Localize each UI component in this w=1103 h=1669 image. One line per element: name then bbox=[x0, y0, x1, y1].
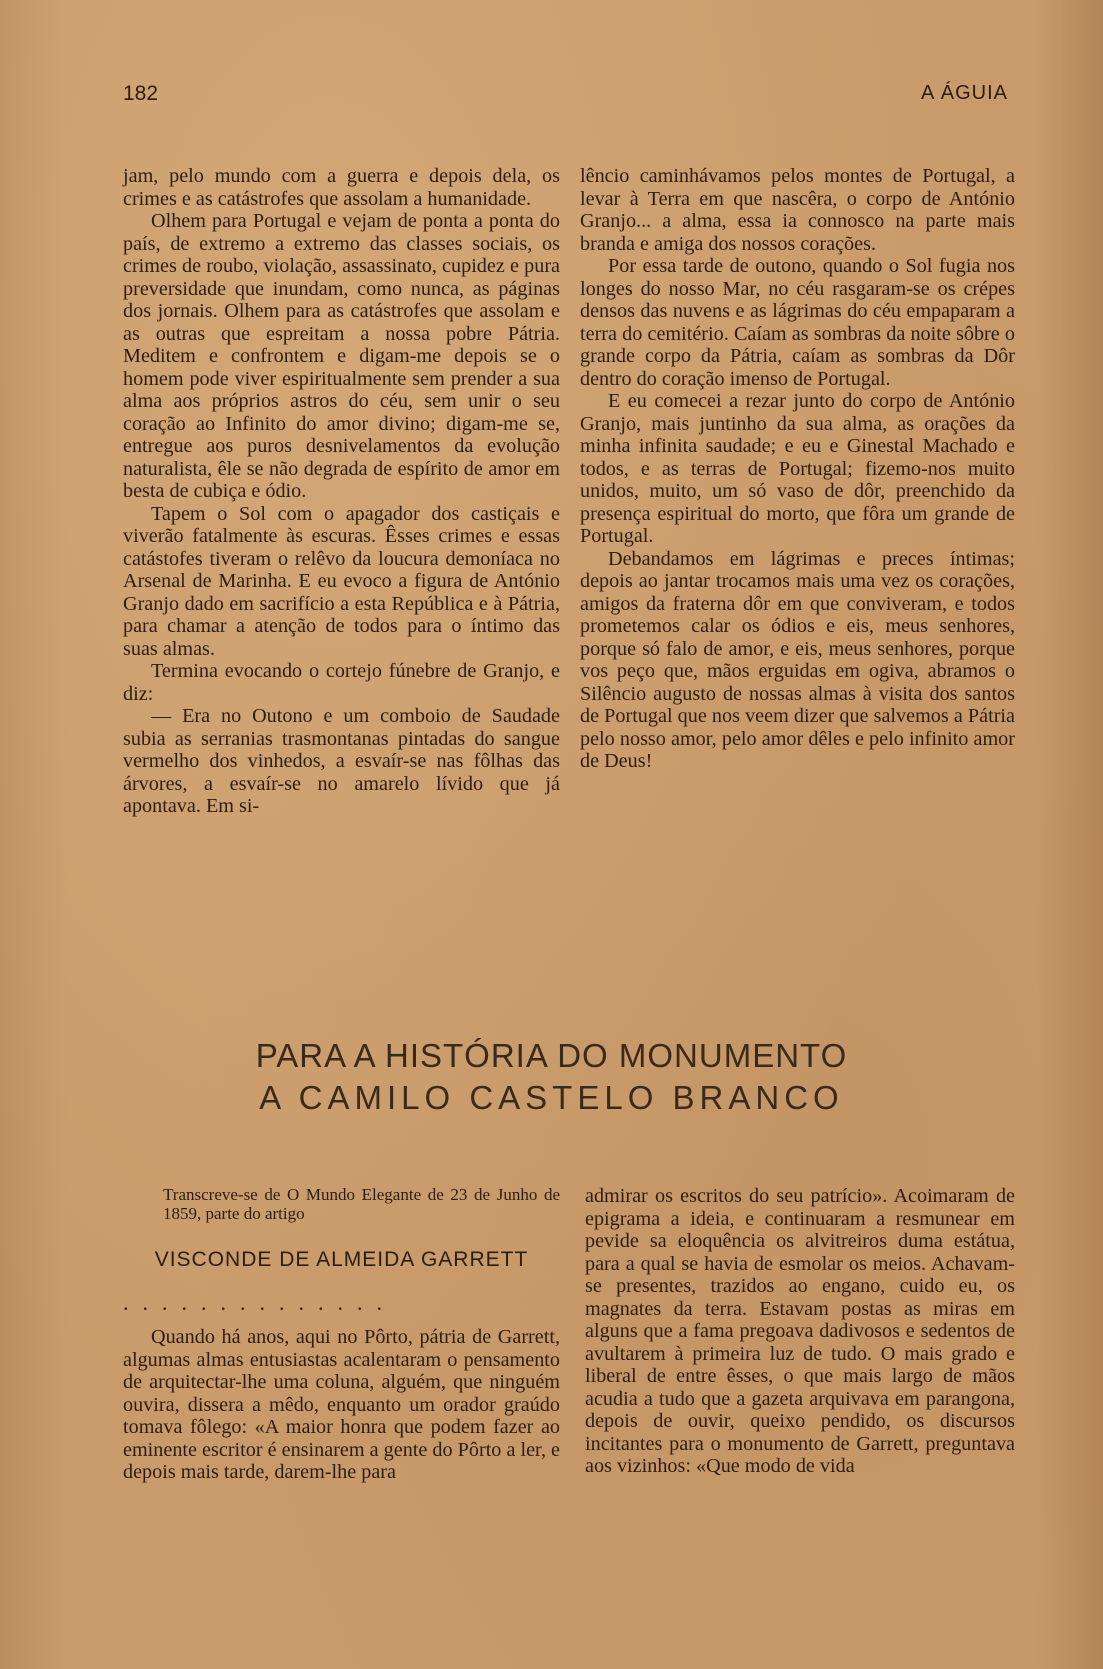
paragraph: E eu comecei a rezar junto do corpo de António Granjo, mais juntinho da sua alma, as orações da minha infinita saudade; e eu e Ginestal Machado e todos, e as terras de Portugal; fizemo-nos muito unidos, muito, um só vaso de dôr, preenchido da presença espiritual do morto, que fôra um grande de Portugal. bbox=[580, 390, 1015, 547]
page-number: 182 bbox=[123, 82, 159, 105]
section-title bbox=[0, 1035, 1103, 1119]
article2-column-right bbox=[585, 1185, 1015, 1478]
paragraph: Por essa tarde de outono, quando o Sol fugia nos longes do nosso Mar, no céu rasgaram-se os crépes densos das nuvens e as lágrimas do céu empaparam a terra do cemitério. Caíam as sombras da noite sôbre o grande corpo da Pátria, caíam as sombras da Dôr dentro do coração imenso de Portugal. bbox=[580, 255, 1015, 390]
paragraph: Olhem para Portugal e vejam de ponta a ponta do país, de extremo a extremo das classes sociais, os crimes de roubo, violação, assassinato, cupidez e pura preversidade que inundam, como nunca, as páginas dos jornais. Olhem para as catástrofes que assolam e as outras que espreitam a nossa pobre Pátria. Meditem e confrontem e digam-me depois se o homem pode viver espiritualmente sem prender a sua alma aos próprios astros do céu, sem unir o seu coração ao Infinito do amor divino; digam-me se, entregue aos puros desnivelamentos da evolução naturalista, êle se não degrada de espírito de amor em besta de cubiça e ódio. bbox=[123, 210, 560, 502]
section-title-line-2: A CAMILO CASTELO BRANCO bbox=[259, 1079, 844, 1116]
article-intro: Transcreve-se de O Mundo Elegante de 23 de Junho de 1859, parte do artigo bbox=[163, 1185, 560, 1223]
running-title: A ÁGUIA bbox=[920, 82, 1008, 104]
paragraph: — Era no Outono e um comboio de Saudade subia as serranias trasmontanas pintadas do sangue vermelho dos vinhedos, a esvaír-se nas fôlhas das árvores, a esvaír-se no amarelo lívido que já apontava. Em si- bbox=[123, 705, 560, 817]
ellipsis-line: .............. bbox=[123, 1289, 396, 1315]
paragraph: lêncio caminhávamos pelos montes de Portugal, a levar à Terra em que nascêra, o corpo de António Granjo... a alma, essa ia connosco na parte mais branda e amiga dos nossos corações. bbox=[580, 165, 1015, 255]
paragraph: jam, pelo mundo com a guerra e depois dela, os crimes e as catástrofes que assolam a humanidade. bbox=[123, 165, 560, 210]
article2-column-left bbox=[123, 1185, 560, 1484]
section-title-line-1: PARA A HISTÓRIA DO MONUMENTO bbox=[255, 1037, 848, 1074]
paragraph: admirar os escritos do seu patrício». Acoimaram de epigrama a ideia, e continuaram a resmunear em pevide sa eloquência os alvitreiros duma estátua, para a qual se havia de esmolar os meios. Achavam-se presentes, trazidos ao engano, cuido eu, os magnates da terra. Estavam postas as miras em alguns que a fama pregoava dadivosos e sedentos de avultarem à primeira luz de tudo. O mais grado e liberal de entre êsses, o que mais largo de mãos acudia a tudo que a gazeta arquivava em parangona, depois de ouvir, queixo pendido, os discursos incitantes para o monumento de Garrett, preguntava aos vizinhos: «Que modo de vida bbox=[585, 1185, 1015, 1477]
paragraph: Quando há anos, aqui no Pôrto, pátria de Garrett, algumas almas entusiastas acalentaram o pensamento de arquitectar-lhe uma coluna, alguém, que ninguém ouvira, dissera a mêdo, enquanto um orador graúdo tomava fôlego: «A maior honra que podem fazer ao eminente escritor é ensinarem a gente do Pôrto a ler, e depois mais tarde, darem-lhe para bbox=[123, 1326, 560, 1483]
author-name: VISCONDE DE ALMEIDA GARRETT bbox=[154, 1248, 529, 1271]
paragraph: Debandamos em lágrimas e preces íntimas; depois ao jantar trocamos mais uma vez os corações, amigos da fraterna dôr em que conviveram, e todos prometemos calar os ódios e eis, meus senhores, porque só falo de amor, e eis, meus senhores, porque vos peço que, mãos erguidas em ogiva, abramos o Silêncio augusto de nossas almas à visita dos santos de Portugal que nos veem dizer que salvemos a Pátria pelo nosso amor, pelo amor dêles e pelo infinito amor de Deus! bbox=[580, 547, 1015, 772]
article1-column-left bbox=[123, 165, 560, 818]
article1-column-right bbox=[580, 165, 1015, 773]
paragraph: Tapem o Sol com o apagador dos castiçais e viverão fatalmente às escuras. Êsses crimes e essas catástofes tiveram o relêvo da loucura demoníaca no Arsenal de Marinha. E eu evoco a figura de António Granjo dado em sacrifício a esta República e à Pátria, para chamar a atenção de todos para o íntimo das suas almas. bbox=[123, 502, 560, 660]
paragraph: Termina evocando o cortejo fúnebre de Granjo, e diz: bbox=[123, 660, 560, 705]
page-header bbox=[123, 82, 1008, 112]
